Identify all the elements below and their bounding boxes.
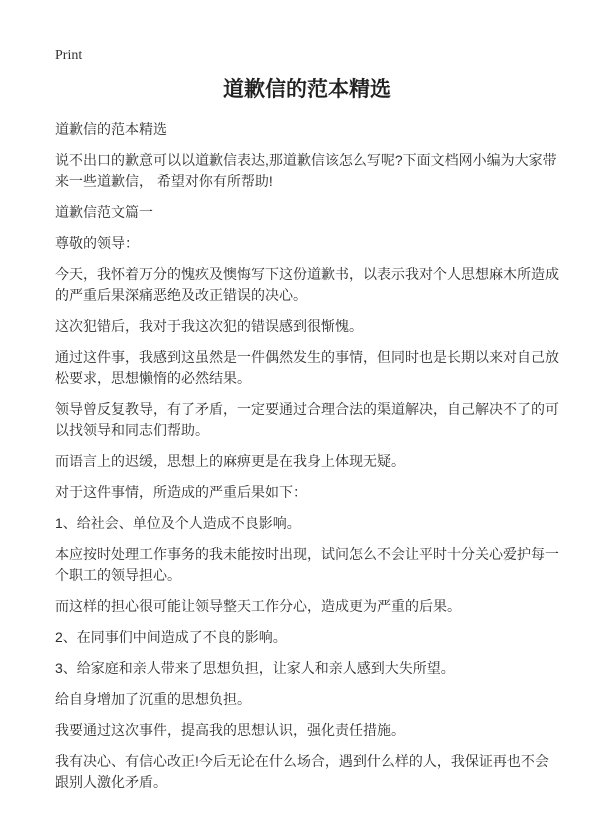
paragraph: 道歉信的范本精选 bbox=[55, 121, 167, 137]
print-button[interactable]: Print bbox=[55, 48, 83, 63]
paragraph: 而语言上的迟缓，思想上的麻痹更是在我身上体现无疑。 bbox=[55, 453, 405, 469]
paragraph: 我要通过这次事件，提高我的思想认识，强化责任措施。 bbox=[55, 722, 405, 738]
paragraph: 尊敬的领导： bbox=[55, 235, 139, 251]
paragraph: 通过这件事，我感到这虽然是一件偶然发生的事情，但同时也是长期以来对自己放松要求，思想懒惰的必然结果。 bbox=[55, 349, 559, 386]
paragraph: 1、给社会、单位及个人造成不良影响。 bbox=[55, 515, 301, 531]
paragraph: 道歉信范文篇一 bbox=[55, 204, 153, 220]
paragraph: 而这样的担心很可能让领导整天工作分心，造成更为严重的后果。 bbox=[55, 598, 461, 614]
paragraph: 对于这件事情，所造成的严重后果如下： bbox=[55, 484, 307, 500]
paragraph: 给自身增加了沉重的思想负担。 bbox=[55, 691, 251, 707]
paragraph: 今天，我怀着万分的愧疚及懊悔写下这份道歉书，以表示我对个人思想麻木所造成的严重后果深痛恶绝及改正错误的决心。 bbox=[55, 266, 559, 303]
paragraph: 这次犯错后，我对于我这次犯的错误感到很惭愧。 bbox=[55, 318, 363, 334]
page-title: 道歉信的范本精选 bbox=[223, 78, 391, 101]
paragraph: 领导曾反复教导，有了矛盾，一定要通过合理合法的渠道解决，自己解决不了的可以找领导和同志们帮助。 bbox=[55, 401, 559, 438]
paragraph: 本应按时处理工作事务的我未能按时出现，试问怎么不会让平时十分关心爱护每一个职工的领导担心。 bbox=[55, 546, 559, 583]
paragraph: 3、给家庭和亲人带来了思想负担，让家人和亲人感到大失所望。 bbox=[55, 660, 455, 676]
paragraph: 说不出口的歉意可以以道歉信表达,那道歉信该怎么写呢?下面文档网小编为大家带来一些道歉信， 希望对你有所帮助! bbox=[55, 152, 557, 189]
document-body bbox=[55, 119, 559, 793]
paragraph: 2、在同事们中间造成了不良的影响。 bbox=[55, 629, 287, 645]
paragraph: 我有决心、有信心改正!今后无论在什么场合，遇到什么样的人，我保证再也不会跟别人激化矛盾。 bbox=[55, 753, 549, 790]
